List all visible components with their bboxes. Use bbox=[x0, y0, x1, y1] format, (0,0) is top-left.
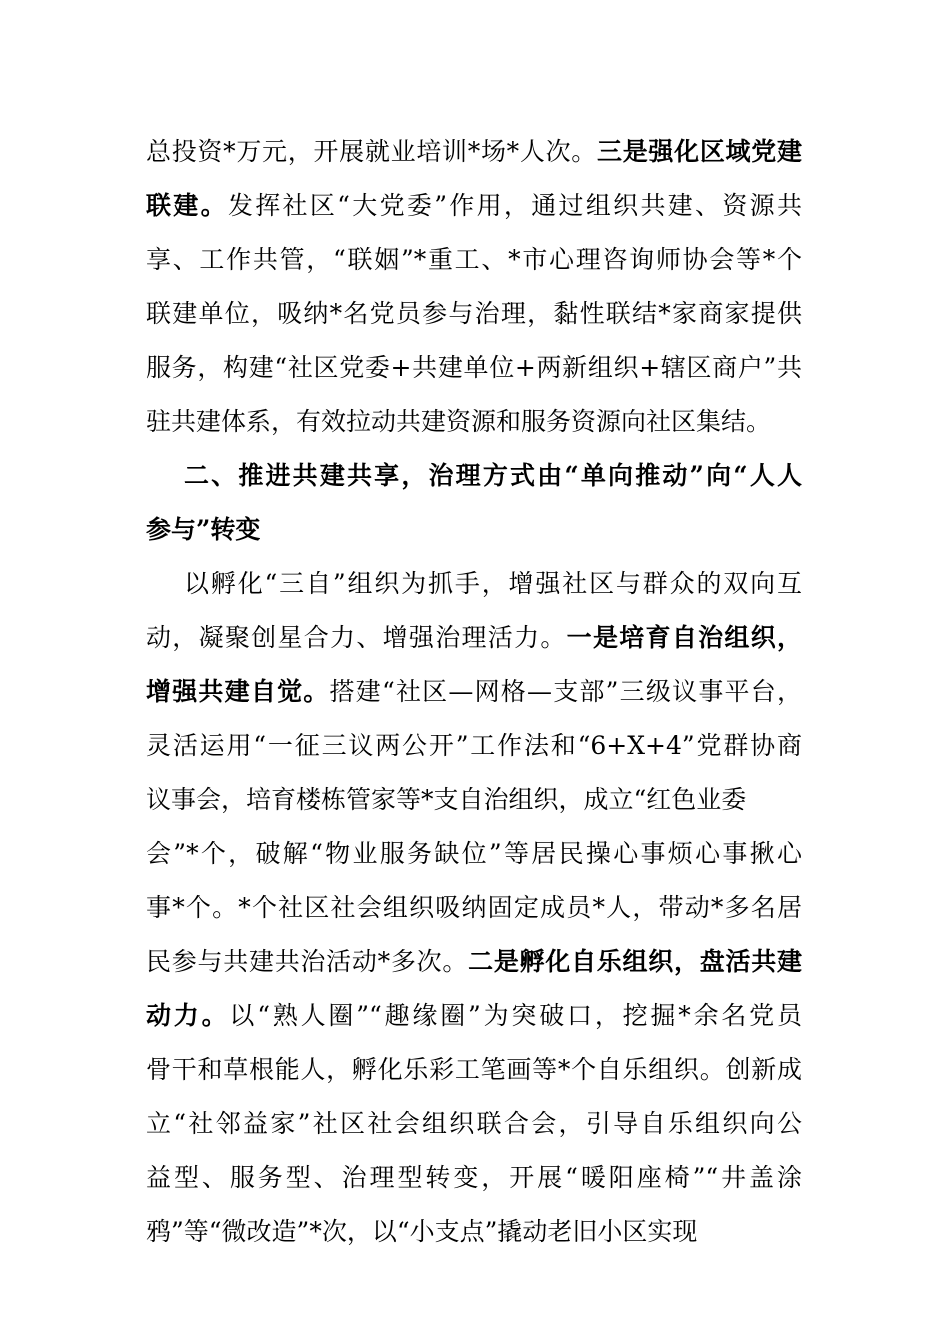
text-run: 事*个。*个社区社会组织吸纳固定成员*人，带动*多名居 bbox=[146, 893, 802, 922]
bold-phrase: 增强共建自觉。 bbox=[146, 677, 330, 706]
text-run: 灵活运用“一征三议两公开”工作法和“6+X+4”党群协商 bbox=[146, 731, 802, 760]
text-line bbox=[146, 665, 802, 719]
document-body bbox=[146, 125, 802, 1259]
text-run: 享、工作共管，“联姻”*重工、*市心理咨询师协会等*个 bbox=[146, 245, 802, 274]
section-heading-line bbox=[146, 449, 802, 503]
bold-phrase: 参与”转变 bbox=[146, 515, 261, 544]
text-line bbox=[146, 881, 802, 935]
text-run: 服务，构建“社区党委+共建单位+两新组织+辖区商户”共 bbox=[146, 353, 802, 382]
text-line bbox=[146, 827, 802, 881]
text-line bbox=[146, 1097, 802, 1151]
text-line bbox=[146, 989, 802, 1043]
text-line bbox=[146, 1151, 802, 1205]
text-run: 益型、服务型、治理型转变，开展“暖阳座椅”“井盖涂 bbox=[146, 1163, 802, 1192]
section-heading-line bbox=[146, 503, 802, 557]
text-run: 发挥社区“大党委”作用，通过组织共建、资源共 bbox=[227, 191, 802, 220]
bold-phrase: 二是孵化自乐组织，盘活共建 bbox=[468, 947, 802, 976]
text-run: 总投资*万元，开展就业培训*场*人次。 bbox=[146, 137, 597, 166]
text-run: 联建单位，吸纳*名党员参与治理，黏性联结*家商家提供 bbox=[146, 299, 802, 328]
text-run: 议事会，培育楼栋管家等*支自治组织，成立“红色业委 bbox=[146, 785, 747, 814]
text-line bbox=[146, 341, 802, 395]
text-run: 动，凝聚创星合力、增强治理活力。 bbox=[146, 623, 567, 652]
text-line bbox=[146, 611, 802, 665]
text-line bbox=[146, 287, 802, 341]
text-run: 搭建“社区—网格—支部”三级议事平台， bbox=[329, 677, 802, 706]
bold-phrase: 动力。 bbox=[146, 1001, 230, 1030]
text-line bbox=[146, 233, 802, 287]
text-run: 会”*个，破解“物业服务缺位”等居民操心事烦心事揪心 bbox=[146, 839, 802, 868]
text-run: 民参与共建共治活动*多次。 bbox=[146, 947, 469, 976]
text-run: 立“社邻益家”社区社会组织联合会，引导自乐组织向公 bbox=[146, 1109, 802, 1138]
text-run: 鸦”等“微改造”*次，以“小支点”撬动老旧小区实现 bbox=[146, 1217, 698, 1246]
text-line bbox=[146, 395, 802, 449]
text-line bbox=[146, 1043, 802, 1097]
text-line bbox=[146, 935, 802, 989]
bold-phrase: 三是强化区域党建 bbox=[597, 137, 802, 166]
text-run: 以孵化“三自”组织为抓手，增强社区与群众的双向互 bbox=[184, 569, 802, 598]
text-run: 以“熟人圈”“趣缘圈”为突破口，挖掘*余名党员 bbox=[229, 1001, 802, 1030]
text-line bbox=[146, 125, 802, 179]
bold-phrase: 二、推进共建共享，治理方式由“单向推动”向“人人 bbox=[184, 461, 802, 490]
text-run: 驻共建体系，有效拉动共建资源和服务资源向社区集结。 bbox=[146, 407, 772, 436]
text-line bbox=[146, 719, 802, 773]
bold-phrase: 一是培育自治组织， bbox=[566, 623, 802, 652]
text-run: 骨干和草根能人，孵化乐彩工笔画等*个自乐组织。创新成 bbox=[146, 1055, 802, 1084]
text-line bbox=[146, 557, 802, 611]
text-line bbox=[146, 179, 802, 233]
text-line bbox=[146, 773, 802, 827]
text-line bbox=[146, 1205, 802, 1259]
bold-phrase: 联建。 bbox=[146, 191, 228, 220]
